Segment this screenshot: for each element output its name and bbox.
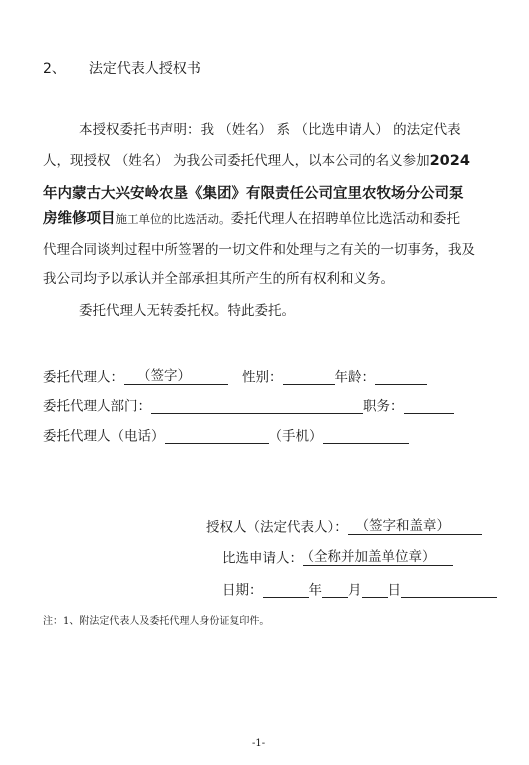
- representative-row: [206, 520, 482, 535]
- year-field[interactable]: [263, 583, 309, 598]
- age-field[interactable]: [375, 370, 427, 385]
- year-unit: 年: [308, 582, 322, 599]
- day-field[interactable]: [362, 583, 388, 598]
- dept-label: 委托代理人部门：: [43, 398, 151, 415]
- month-field[interactable]: [322, 583, 348, 598]
- applicant-seal-field[interactable]: [300, 549, 453, 566]
- date-label: 日期：: [222, 582, 263, 599]
- position-label: 职务：: [363, 398, 404, 415]
- date-tail-line: [401, 583, 497, 598]
- agent-info-row: [43, 370, 427, 385]
- declaration-line-1: 本授权委托书声明：我 （姓名） 系 （比选申请人） 的法定代表: [79, 122, 461, 138]
- applicant-row: [222, 551, 453, 566]
- declaration-line-5: 代理合同谈判过程中所签署的一切文件和处理与之有关的一切事务，我及: [43, 242, 475, 258]
- agent-label: 委托代理人：: [43, 369, 124, 386]
- declaration-line-2-text: 人，现授权 （姓名） 为我公司委托代理人，以本公司的名义参加: [43, 153, 430, 169]
- declaration-line-2: [43, 154, 470, 169]
- phone-field[interactable]: [165, 429, 269, 444]
- representative-signature-hint: （签字和盖章）: [355, 518, 450, 534]
- dept-field[interactable]: [151, 399, 363, 414]
- applicant-seal-hint: （全称并加盖单位章）: [300, 549, 436, 565]
- agent-signature-field[interactable]: [124, 370, 228, 385]
- date-row: [222, 583, 497, 598]
- gender-field[interactable]: [283, 370, 335, 385]
- month-unit: 月: [348, 582, 362, 599]
- project-name-end: 房维修项目: [43, 211, 116, 227]
- footnote: 注：1、附法定代表人及委托代理人身份证复印件。: [43, 616, 270, 627]
- agent-signature-hint: （签字）: [137, 368, 191, 384]
- age-label: 年龄：: [334, 369, 375, 386]
- mobile-field[interactable]: [323, 429, 409, 444]
- phone-row: [43, 429, 409, 444]
- applicant-label: 比选申请人：: [222, 550, 303, 567]
- declaration-line-4-rest: 委托代理人在招聘单位比选活动和委托: [230, 211, 460, 227]
- section-number: 2、: [43, 61, 66, 77]
- project-scope: 施工单位的比选活动。: [115, 212, 231, 226]
- gender-label: 性别：: [242, 369, 283, 386]
- dept-row: [43, 399, 454, 414]
- no-subdelegation-statement: 委托代理人无转委托权。特此委托。: [79, 303, 295, 319]
- section-title: 法定代表人授权书: [88, 61, 201, 77]
- project-name-line: 年内蒙古大兴安岭农垦《集团》有限责任公司宜里农牧场分公司泵: [43, 186, 464, 202]
- section-heading: [43, 58, 201, 78]
- day-unit: 日: [387, 582, 401, 599]
- representative-signature-field[interactable]: [348, 520, 482, 535]
- phone-label: 委托代理人（电话）: [43, 428, 165, 445]
- declaration-line-6: 我公司均予以承认并全部承担其所产生的所有权利和义务。: [43, 271, 394, 287]
- position-field[interactable]: [404, 399, 454, 414]
- mobile-label: （手机）: [268, 428, 323, 445]
- project-year: 2024: [429, 153, 470, 169]
- representative-label: 授权人（法定代表人）：: [206, 519, 348, 536]
- page-number: -1-: [252, 738, 266, 749]
- declaration-line-4: [43, 212, 460, 227]
